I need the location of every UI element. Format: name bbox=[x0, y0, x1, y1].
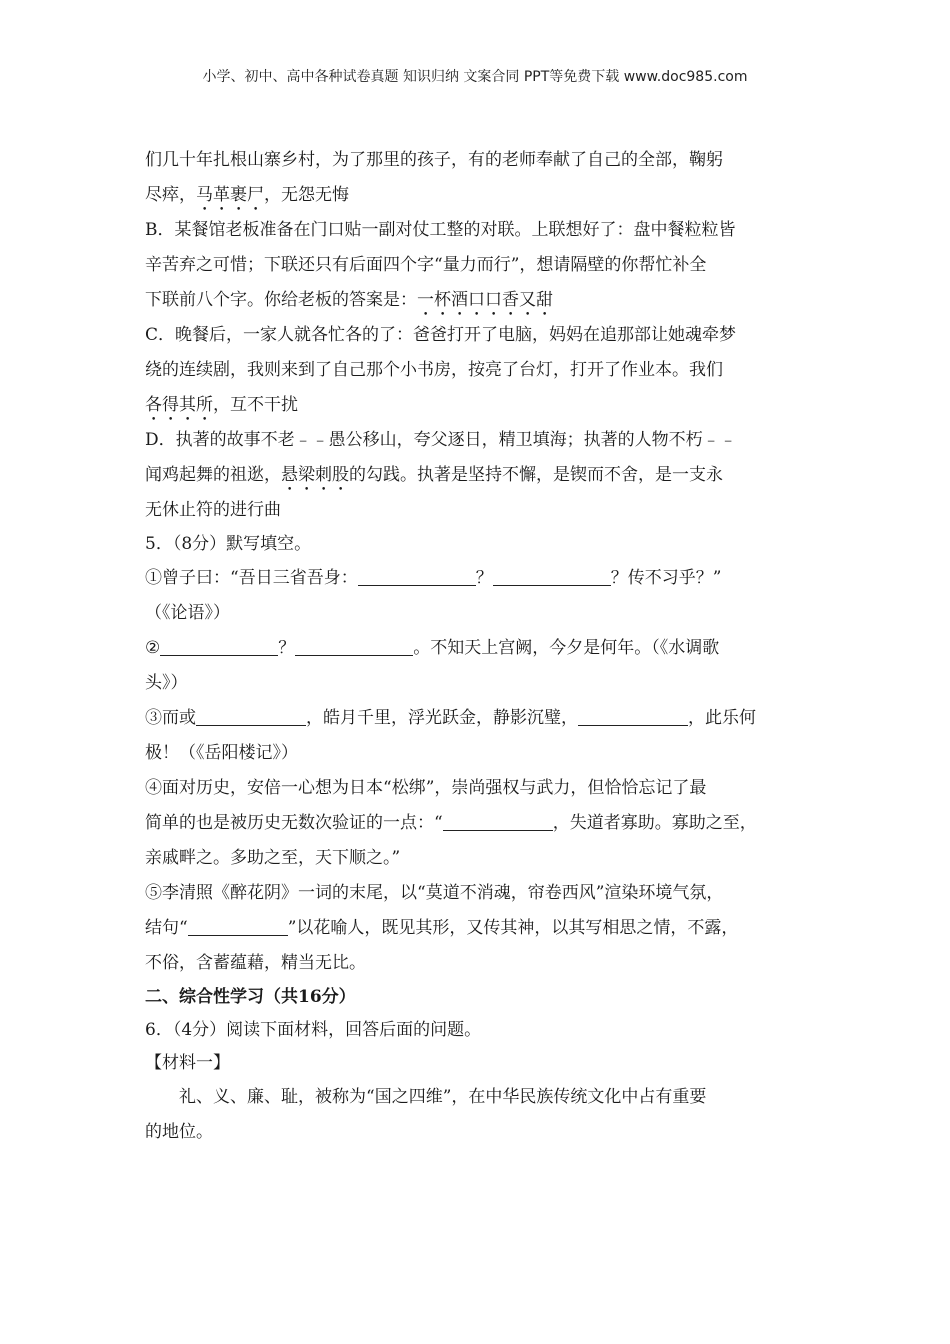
text-span: 尽瘁， bbox=[145, 185, 196, 205]
text-span: ①曾子曰：“吾日三省吾身： bbox=[145, 568, 358, 588]
q5-item-5-line-2 bbox=[145, 911, 817, 946]
option-d-line-1: D．执著的故事不老﹣﹣愚公移山，夸父逐日，精卫填海；执著的人物不朽﹣﹣ bbox=[145, 430, 737, 450]
fill-blank[interactable] bbox=[578, 707, 688, 726]
option-a-line-2 bbox=[145, 178, 817, 213]
fill-blank[interactable] bbox=[443, 812, 553, 831]
material-1-label: 【材料一】 bbox=[145, 1053, 230, 1073]
q5-item-1-source: （《论语》） bbox=[145, 603, 230, 623]
option-b-line-3 bbox=[145, 283, 817, 318]
section-2-heading: 二、综合性学习（共16分） bbox=[145, 987, 356, 1007]
text-span: ？传不习乎？” bbox=[610, 568, 722, 588]
text-span: ③而或 bbox=[145, 708, 196, 728]
material-1-line-1: 礼、义、廉、耻，被称为“国之四维”，在中华民族传统文化中占有重要 bbox=[179, 1087, 707, 1107]
q5-item-3-source: 极！（《岳阳楼记》） bbox=[145, 743, 298, 763]
page-header: 小学、初中、高中各种试卷真题 知识归纳 文案合同 PPT等免费下载 www.doc985.com bbox=[202, 69, 748, 85]
q5-item-2 bbox=[145, 631, 817, 666]
option-d-line-3: 无休止符的进行曲 bbox=[145, 500, 281, 520]
text-span: ，互不干扰 bbox=[213, 395, 298, 415]
text-span: ，失道者寡助。寡助之至， bbox=[552, 813, 757, 833]
q5-item-5-line-3: 不俗，含蓄蕴藉，精当无比。 bbox=[145, 953, 366, 973]
q5-item-3 bbox=[145, 701, 817, 736]
text-span: ，此乐何 bbox=[688, 708, 756, 728]
q5-item-1 bbox=[145, 561, 817, 596]
text-span: 下联前八个字。你给老板的答案是： bbox=[145, 290, 417, 310]
fill-blank[interactable] bbox=[493, 567, 611, 586]
text-span: ？ bbox=[475, 568, 493, 588]
q5-item-4-line-3: 亲戚畔之。多助之至，天下顺之。” bbox=[145, 848, 401, 868]
fill-blank[interactable] bbox=[358, 567, 476, 586]
question-5-title: 5．（8分）默写填空。 bbox=[145, 534, 312, 554]
q5-item-4-line-2 bbox=[145, 806, 817, 841]
option-c-line-3 bbox=[145, 388, 817, 423]
text-span: 闻鸡起舞的祖逖， bbox=[145, 465, 281, 485]
text-span: ？ bbox=[278, 638, 296, 658]
material-1-line-2: 的地位。 bbox=[145, 1122, 213, 1142]
emphasized-idiom: 马革裹尸 bbox=[196, 185, 264, 205]
option-b-line-2: 辛苦弃之可惜；下联还只有后面四个字“量力而行”，想请隔壁的你帮忙补全 bbox=[145, 255, 707, 275]
text-span: 。不知天上宫阙，今夕是何年。（《水调歌 bbox=[413, 638, 720, 658]
question-6-title: 6．（4分）阅读下面材料，回答后面的问题。 bbox=[145, 1020, 482, 1040]
option-a-line-1: 们几十年扎根山寨乡村，为了那里的孩子，有的老师奉献了自己的全部，鞠躬 bbox=[145, 150, 723, 170]
text-span: 结句“ bbox=[145, 918, 188, 938]
fill-blank[interactable] bbox=[295, 637, 413, 656]
text-span: ② bbox=[145, 638, 161, 658]
option-b-line-1: B．某餐馆老板准备在门口贴一副对仗工整的对联。上联想好了：盘中餐粒粒皆 bbox=[145, 220, 736, 240]
text-span: ，无怨无悔 bbox=[264, 185, 349, 205]
emphasized-idiom: 悬梁刺股 bbox=[281, 465, 349, 485]
text-span: 的勾践。执著是坚持不懈，是锲而不舍，是一支永 bbox=[349, 465, 723, 485]
text-span: ，皓月千里，浮光跃金，静影沉璧， bbox=[306, 708, 578, 728]
text-span: 简单的也是被历史无数次验证的一点：“ bbox=[145, 813, 443, 833]
emphasized-idiom: 各得其所 bbox=[145, 395, 213, 415]
q5-item-4-line-1: ④面对历史，安倍一心想为日本“松绑”，崇尚强权与武力，但恰恰忘记了最 bbox=[145, 778, 707, 798]
fill-blank[interactable] bbox=[188, 917, 288, 936]
option-c-line-1: C．晚餐后，一家人就各忙各的了：爸爸打开了电脑，妈妈在追那部让她魂牵梦 bbox=[145, 325, 737, 345]
option-c-line-2: 绕的连续剧，我则来到了自己那个小书房，按亮了台灯，打开了作业本。我们 bbox=[145, 360, 723, 380]
emphasized-phrase: 一杯酒口口香又甜 bbox=[417, 290, 553, 310]
option-d-line-2 bbox=[145, 458, 817, 493]
fill-blank[interactable] bbox=[196, 707, 306, 726]
q5-item-2-source: 头》） bbox=[145, 673, 188, 693]
fill-blank[interactable] bbox=[160, 637, 278, 656]
q5-item-5-line-1: ⑤李清照《醉花阴》一词的末尾，以“莫道不消魂，帘卷西风”渲染环境气氛， bbox=[145, 883, 724, 903]
text-span: ”以花喻人，既见其形，又传其神，以其写相思之情，不露， bbox=[287, 918, 739, 938]
document-body bbox=[145, 143, 817, 1150]
